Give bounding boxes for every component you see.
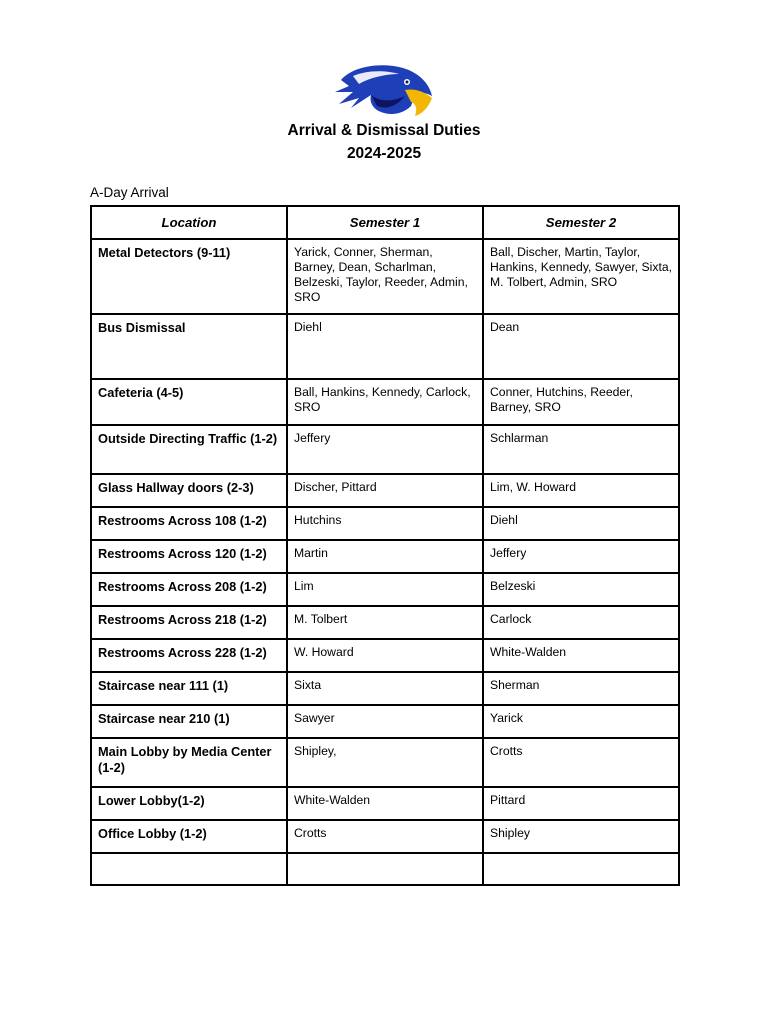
- semester-1-cell: White-Walden: [287, 787, 483, 820]
- semester-2-cell: Dean: [483, 314, 679, 379]
- document-year: 2024-2025: [346, 145, 422, 162]
- table-row: [91, 507, 679, 540]
- location-cell: [91, 853, 287, 885]
- location-cell: Restrooms Across 120 (1-2): [91, 540, 287, 573]
- table-row: [91, 573, 679, 606]
- location-cell: Staircase near 111 (1): [91, 672, 287, 705]
- semester-1-cell: Ball, Hankins, Kennedy, Carlock, SRO: [287, 379, 483, 425]
- column-header-location: Location: [91, 206, 287, 239]
- duty-table: [90, 205, 680, 886]
- column-header-semester-2: Semester 2: [483, 206, 679, 239]
- table-row: [91, 425, 679, 474]
- table-row: [91, 239, 679, 314]
- semester-2-cell: Carlock: [483, 606, 679, 639]
- semester-1-cell: Crotts: [287, 820, 483, 853]
- semester-1-cell: [287, 853, 483, 885]
- semester-1-cell: M. Tolbert: [287, 606, 483, 639]
- location-cell: Glass Hallway doors (2-3): [91, 474, 287, 507]
- location-cell: Cafeteria (4-5): [91, 379, 287, 425]
- location-cell: Main Lobby by Media Center (1-2): [91, 738, 287, 787]
- semester-2-cell: Diehl: [483, 507, 679, 540]
- location-cell: Metal Detectors (9-11): [91, 239, 287, 314]
- semester-2-cell: Belzeski: [483, 573, 679, 606]
- semester-2-cell: White-Walden: [483, 639, 679, 672]
- semester-1-cell: Discher, Pittard: [287, 474, 483, 507]
- semester-1-cell: Diehl: [287, 314, 483, 379]
- semester-2-cell: Shipley: [483, 820, 679, 853]
- location-cell: Lower Lobby(1-2): [91, 787, 287, 820]
- semester-2-cell: Sherman: [483, 672, 679, 705]
- semester-2-cell: [483, 853, 679, 885]
- semester-1-cell: Lim: [287, 573, 483, 606]
- column-header-semester-1: Semester 1: [287, 206, 483, 239]
- table-header-row: [91, 206, 679, 239]
- semester-1-cell: W. Howard: [287, 639, 483, 672]
- semester-1-cell: Jeffery: [287, 425, 483, 474]
- semester-2-cell: Lim, W. Howard: [483, 474, 679, 507]
- table-row: [91, 379, 679, 425]
- eagle-logo-icon: [333, 62, 435, 117]
- semester-1-cell: Yarick, Conner, Sherman, Barney, Dean, Scharlman, Belzeski, Taylor, Reeder, Admin, SRO: [287, 239, 483, 314]
- table-row: [91, 606, 679, 639]
- table-row: [91, 540, 679, 573]
- table-row: [91, 820, 679, 853]
- semester-2-cell: Yarick: [483, 705, 679, 738]
- table-row: [91, 314, 679, 379]
- location-cell: Bus Dismissal: [91, 314, 287, 379]
- semester-2-cell: Crotts: [483, 738, 679, 787]
- semester-1-cell: Martin: [287, 540, 483, 573]
- semester-2-cell: Conner, Hutchins, Reeder, Barney, SRO: [483, 379, 679, 425]
- location-cell: Restrooms Across 218 (1-2): [91, 606, 287, 639]
- semester-1-cell: Shipley,: [287, 738, 483, 787]
- location-cell: Office Lobby (1-2): [91, 820, 287, 853]
- semester-1-cell: Sixta: [287, 672, 483, 705]
- location-cell: Restrooms Across 228 (1-2): [91, 639, 287, 672]
- table-row: [91, 672, 679, 705]
- table-row: [91, 853, 679, 885]
- semester-2-cell: Schlarman: [483, 425, 679, 474]
- semester-1-cell: Hutchins: [287, 507, 483, 540]
- document-title: Arrival & Dismissal Duties: [287, 122, 481, 139]
- semester-2-cell: Ball, Discher, Martin, Taylor, Hankins, Kennedy, Sawyer, Sixta, M. Tolbert, Admin, SRO: [483, 239, 679, 314]
- table-row: [91, 787, 679, 820]
- table-row: [91, 474, 679, 507]
- table-row: [91, 705, 679, 738]
- semester-1-cell: Sawyer: [287, 705, 483, 738]
- location-cell: Outside Directing Traffic (1-2): [91, 425, 287, 474]
- table-row: [91, 639, 679, 672]
- section-label: A-Day Arrival: [90, 185, 169, 200]
- semester-2-cell: Pittard: [483, 787, 679, 820]
- semester-2-cell: Jeffery: [483, 540, 679, 573]
- table-row: [91, 738, 679, 787]
- location-cell: Restrooms Across 208 (1-2): [91, 573, 287, 606]
- location-cell: Staircase near 210 (1): [91, 705, 287, 738]
- location-cell: Restrooms Across 108 (1-2): [91, 507, 287, 540]
